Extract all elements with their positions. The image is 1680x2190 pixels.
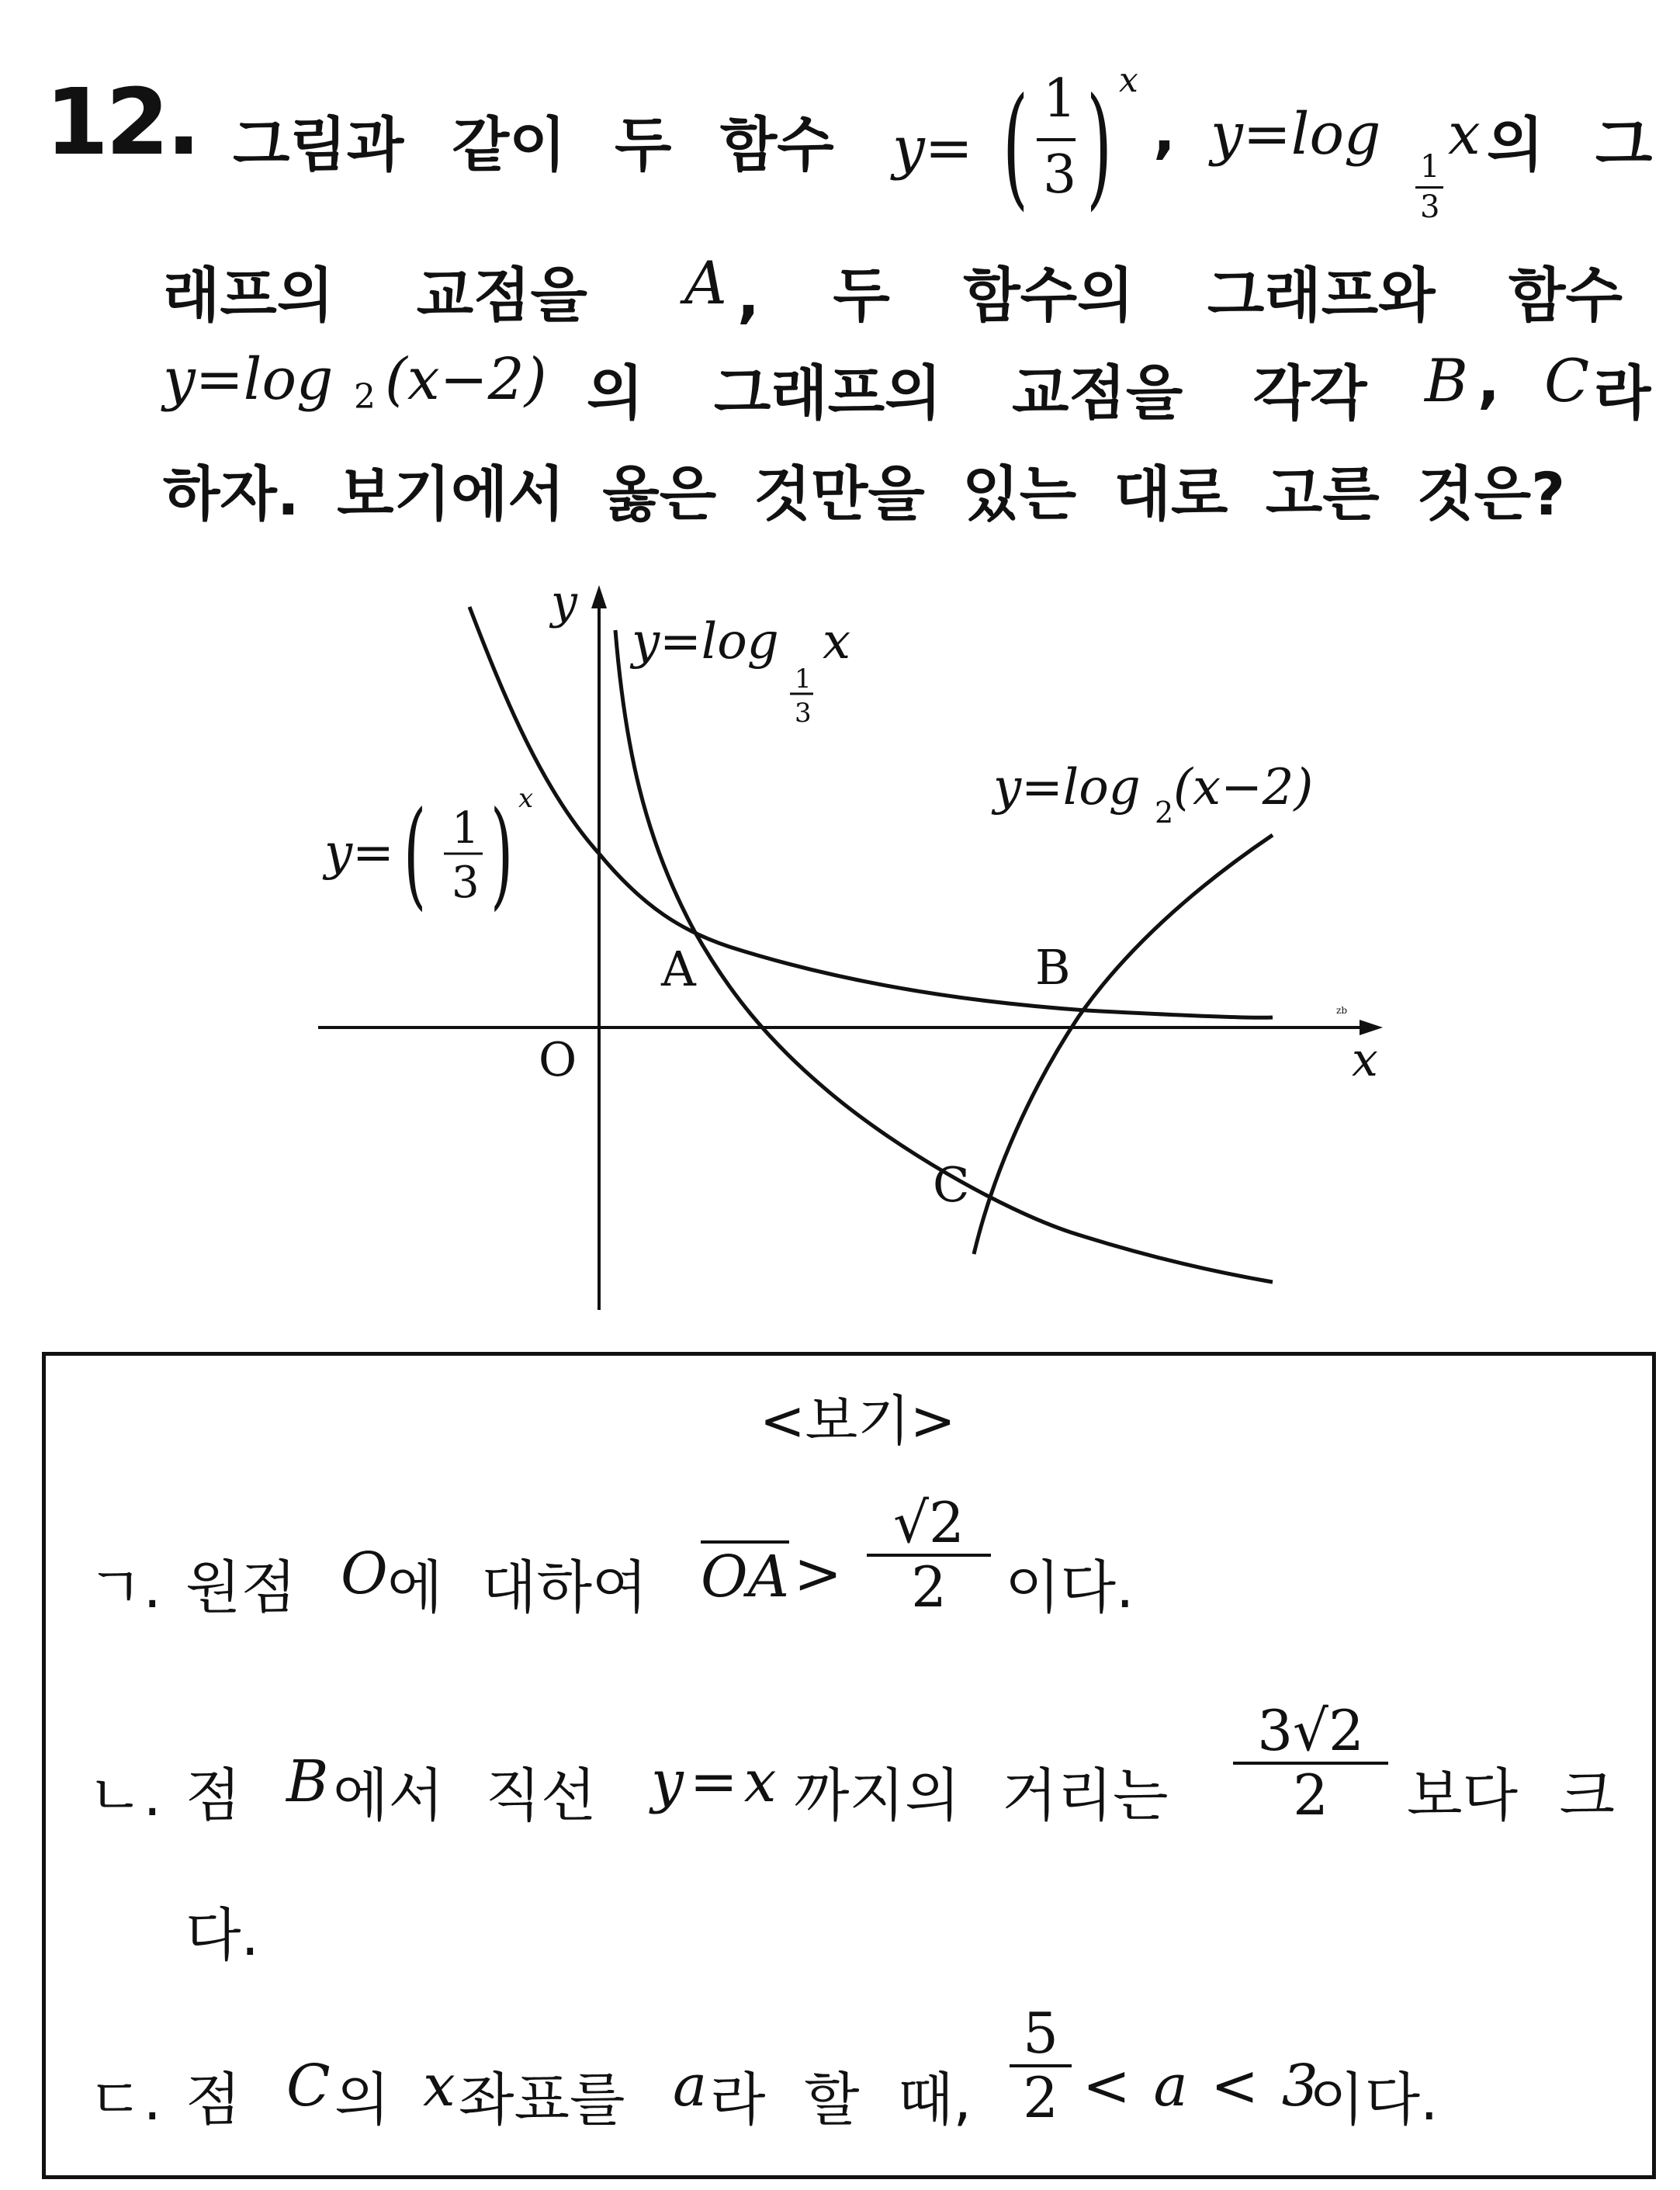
label-log2-base: 2 [1155,795,1174,830]
question-line2-a: 래프의 교점을 [163,261,587,330]
bogi-item-1-text-a: 원점 [185,1554,296,1621]
formula-prefix: y=log [1211,101,1381,168]
bogi-item-3-end: 이다. [1309,2067,1439,2133]
bogi-item-1-gt: > [794,1540,843,1607]
label-log13-prefix: y=log [632,613,779,671]
point-A: A [684,248,727,317]
label-exp-lparen: ( [404,785,427,922]
axis-label-x: x [1352,1033,1378,1087]
bogi-box [42,1352,1656,2179]
function-graph [0,574,1680,1319]
left-paren: ( [1003,70,1029,224]
label-log2-prefix: y=log [993,759,1141,816]
bogi-item-3-var-x: x [423,2053,456,2119]
log-argument: x [1448,101,1481,168]
bogi-item-2-text-b: 에서 직선 [333,1762,597,1829]
comma: , [1153,96,1176,165]
label-log2-arg: (x−2) [1173,759,1314,816]
question-line4: 하자. 보기에서 옳은 것만을 있는 대로 고른 것은? [163,459,1566,528]
label-exp-prefix: y= [324,824,394,882]
point-label-C: C [933,1156,970,1213]
bogi-item-1-var-O: O [341,1540,388,1607]
fraction-denominator: 2 [911,1554,947,1620]
fraction-numerator: 5 [1023,2001,1058,2066]
separator-comma: , [1477,346,1500,415]
origin-label: O [539,1033,577,1087]
label-log13-num: 1 [795,664,812,695]
formula-prefix: y= [892,115,973,182]
point-label-A: A [661,941,696,997]
axis-label-y: y [551,575,577,629]
fraction-denominator: 3 [1043,144,1077,206]
bogi-item-1-fraction [867,1492,991,1618]
bogi-item-3-var-a: a [673,2053,708,2119]
log-base-denominator: 3 [1420,189,1440,225]
bogi-item-1-end: 이다. [1005,1554,1134,1621]
bogi-item-2-line-eq: y=x [651,1748,783,1815]
point-label-B: B [1035,939,1071,996]
bogi-item-1-marker: ㄱ. [88,1554,162,1621]
bogi-item-3-text-d: 라 할 때, [710,2067,972,2133]
y-axis-arrow [591,585,607,608]
log-base-bar [1415,186,1443,189]
bogi-item-2-marker: ㄴ. [88,1762,162,1829]
right-paren: ) [1086,70,1113,224]
bogi-title: <보기> [760,1389,956,1453]
fraction-denominator: 2 [1293,1762,1328,1828]
function-log2-arg: (x−2) [385,346,547,413]
bogi-item-1-text-b: 에 대하여 [387,1554,648,1621]
question-line3-a: 의 그래프의 교점을 각각 [587,359,1367,428]
fraction-bar [1037,138,1076,141]
bogi-item-2-text-c: 까지의 거리는 [794,1762,1169,1829]
log-base-numerator: 1 [1420,149,1440,185]
label-exp-num: 1 [452,803,480,854]
bogi-item-3-var-C: C [286,2053,331,2119]
fraction-numerator: 1 [1043,68,1077,130]
bogi-item-3-inequality: < a < 3 [1082,2053,1318,2119]
question-line2-b: , 두 함수의 그래프와 함수 [737,261,1623,330]
fraction-numerator: √2 [893,1490,965,1555]
bogi-item-2-text-d: 보다 크 [1407,1762,1615,1829]
curve-log2 [974,835,1273,1254]
curve-exp-one-third [469,607,1273,1017]
question-number: 12. [45,68,199,175]
bogi-item-3-fraction [1010,2003,1072,2129]
label-log13-den: 3 [795,698,812,729]
bogi-item-3-text-a: 점 [185,2067,241,2133]
label-exp-rparen: ) [490,785,514,922]
bogi-item-3-marker: ㄷ. [88,2067,162,2133]
bogi-item-1-segment: OA [701,1540,789,1606]
watermark: zb [1336,1005,1348,1016]
label-exp-den: 3 [452,858,480,908]
bogi-item-2-text-a: 점 [185,1762,241,1829]
question-line1-end: 의 그 [1487,110,1653,179]
point-C: C [1544,346,1590,415]
function-log2-prefix: y=log [163,346,334,413]
label-exp-exp: x [518,783,534,814]
bogi-item-3-text-b: 의 [334,2067,390,2133]
label-log13-var: x [823,613,851,671]
fraction-denominator: 2 [1023,2065,1058,2131]
exponent: x [1119,61,1138,100]
fraction-numerator: 3√2 [1257,1698,1364,1763]
question-line3-b: 라 [1594,359,1651,428]
bogi-item-3-text-c: 좌표를 [459,2067,625,2133]
bogi-item-2-text-e: 다. [185,1902,260,1969]
bogi-item-2-var-B: B [286,1748,329,1815]
bogi-item-2-fraction [1233,1700,1388,1826]
function-log2-base: 2 [354,377,376,417]
question-line1-text: 그림과 같이 두 함수 [233,110,834,179]
point-B: B [1425,346,1468,415]
